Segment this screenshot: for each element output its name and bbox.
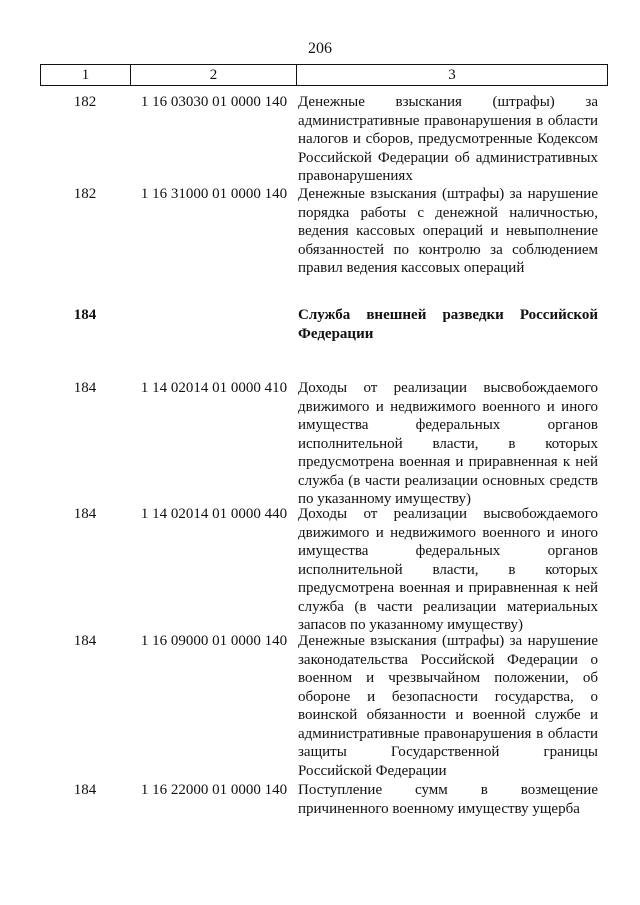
description-line: Доходы от реализации высвобождаемого <box>298 380 598 396</box>
revenue-code: 1 16 31000 01 0000 140 <box>140 186 288 202</box>
description-line: порядка работы с денежной наличностью, <box>298 204 598 221</box>
revenue-description <box>298 93 598 186</box>
description-line: административные правонарушения в области <box>298 725 598 742</box>
description-line: исполнительной власти, в которых <box>298 561 598 578</box>
revenue-code: 1 14 02014 01 0000 440 <box>140 506 288 522</box>
table-header <box>40 64 608 86</box>
agency-code: 182 <box>73 94 97 110</box>
page-number: 206 <box>308 40 332 57</box>
description-line: предусмотрена военная и приравненная к ней <box>298 454 598 470</box>
agency-code: 184 <box>73 380 97 396</box>
description-line: причиненного военному имуществу ущерба <box>298 800 580 817</box>
description-line: обязанностей по контролю за соблюдением <box>298 241 598 258</box>
description-line: движимого и недвижимого военного и иного <box>298 524 598 541</box>
revenue-description <box>298 632 598 780</box>
agency-code: 182 <box>73 186 97 202</box>
revenue-code: 1 16 03030 01 0000 140 <box>140 94 288 110</box>
description-line: движимого и недвижимого военного и иного <box>298 398 598 415</box>
description-line: ведения кассовых операций и невыполнение <box>298 223 598 239</box>
revenue-description <box>298 185 598 278</box>
agency-code: 184 <box>73 506 97 522</box>
revenue-description <box>298 781 598 818</box>
description-line: служба (в части реализации основных средств <box>298 472 598 489</box>
description-line: административные правонарушения в области <box>298 112 598 129</box>
description-line: налогов и сборов, предусмотренные Кодексом <box>298 131 598 147</box>
agency-code: 184 <box>73 307 97 323</box>
header-col-1: 1 <box>41 65 131 85</box>
revenue-code: 1 14 02014 01 0000 410 <box>140 380 288 396</box>
description-line: Денежные взыскания (штрафы) за нарушение <box>298 633 598 649</box>
revenue-code: 1 16 22000 01 0000 140 <box>140 782 288 798</box>
description-line: исполнительной власти, в которых <box>298 435 598 452</box>
description-line: предусмотрена военная и приравненная к ней <box>298 580 598 596</box>
description-line: Служба внешней разведки Российской <box>298 307 598 323</box>
header-col-2: 2 <box>131 65 297 85</box>
revenue-description <box>298 306 598 343</box>
description-line: законодательства Российской Федерации о <box>298 651 598 668</box>
revenue-code: 1 16 09000 01 0000 140 <box>140 633 288 649</box>
description-line: обороне и безопасности государства, о <box>298 688 598 705</box>
description-line: имущества федеральных органов <box>298 543 598 559</box>
description-line: Доходы от реализации высвобождаемого <box>298 506 598 522</box>
description-line: Федерации <box>298 325 374 342</box>
description-line: защиты Государственной границы <box>298 744 598 760</box>
description-line: правонарушениях <box>298 168 413 184</box>
description-line: Российской Федерации <box>298 762 447 779</box>
agency-code: 184 <box>73 782 97 798</box>
description-line: запасов по указанному имуществу) <box>298 617 524 633</box>
description-line: имущества федеральных органов <box>298 417 598 433</box>
revenue-description <box>298 505 598 635</box>
description-line: военном и чрезвычайном положении, об <box>298 670 598 686</box>
agency-code: 184 <box>73 633 97 649</box>
description-line: служба (в части реализации материальных <box>298 598 598 615</box>
description-line: Денежные взыскания (штрафы) за <box>298 94 598 110</box>
description-line: по указанному имуществу) <box>298 491 471 507</box>
revenue-description <box>298 379 598 509</box>
description-line: воинской обязанности и военной службе и <box>298 707 598 723</box>
description-line: Поступление сумм в возмещение <box>298 782 598 798</box>
description-line: Российской Федерации об административных <box>298 149 598 166</box>
description-line: правил ведения кассовых операций <box>298 260 525 276</box>
description-line: Денежные взыскания (штрафы) за нарушение <box>298 186 598 202</box>
header-col-3: 3 <box>448 67 456 83</box>
